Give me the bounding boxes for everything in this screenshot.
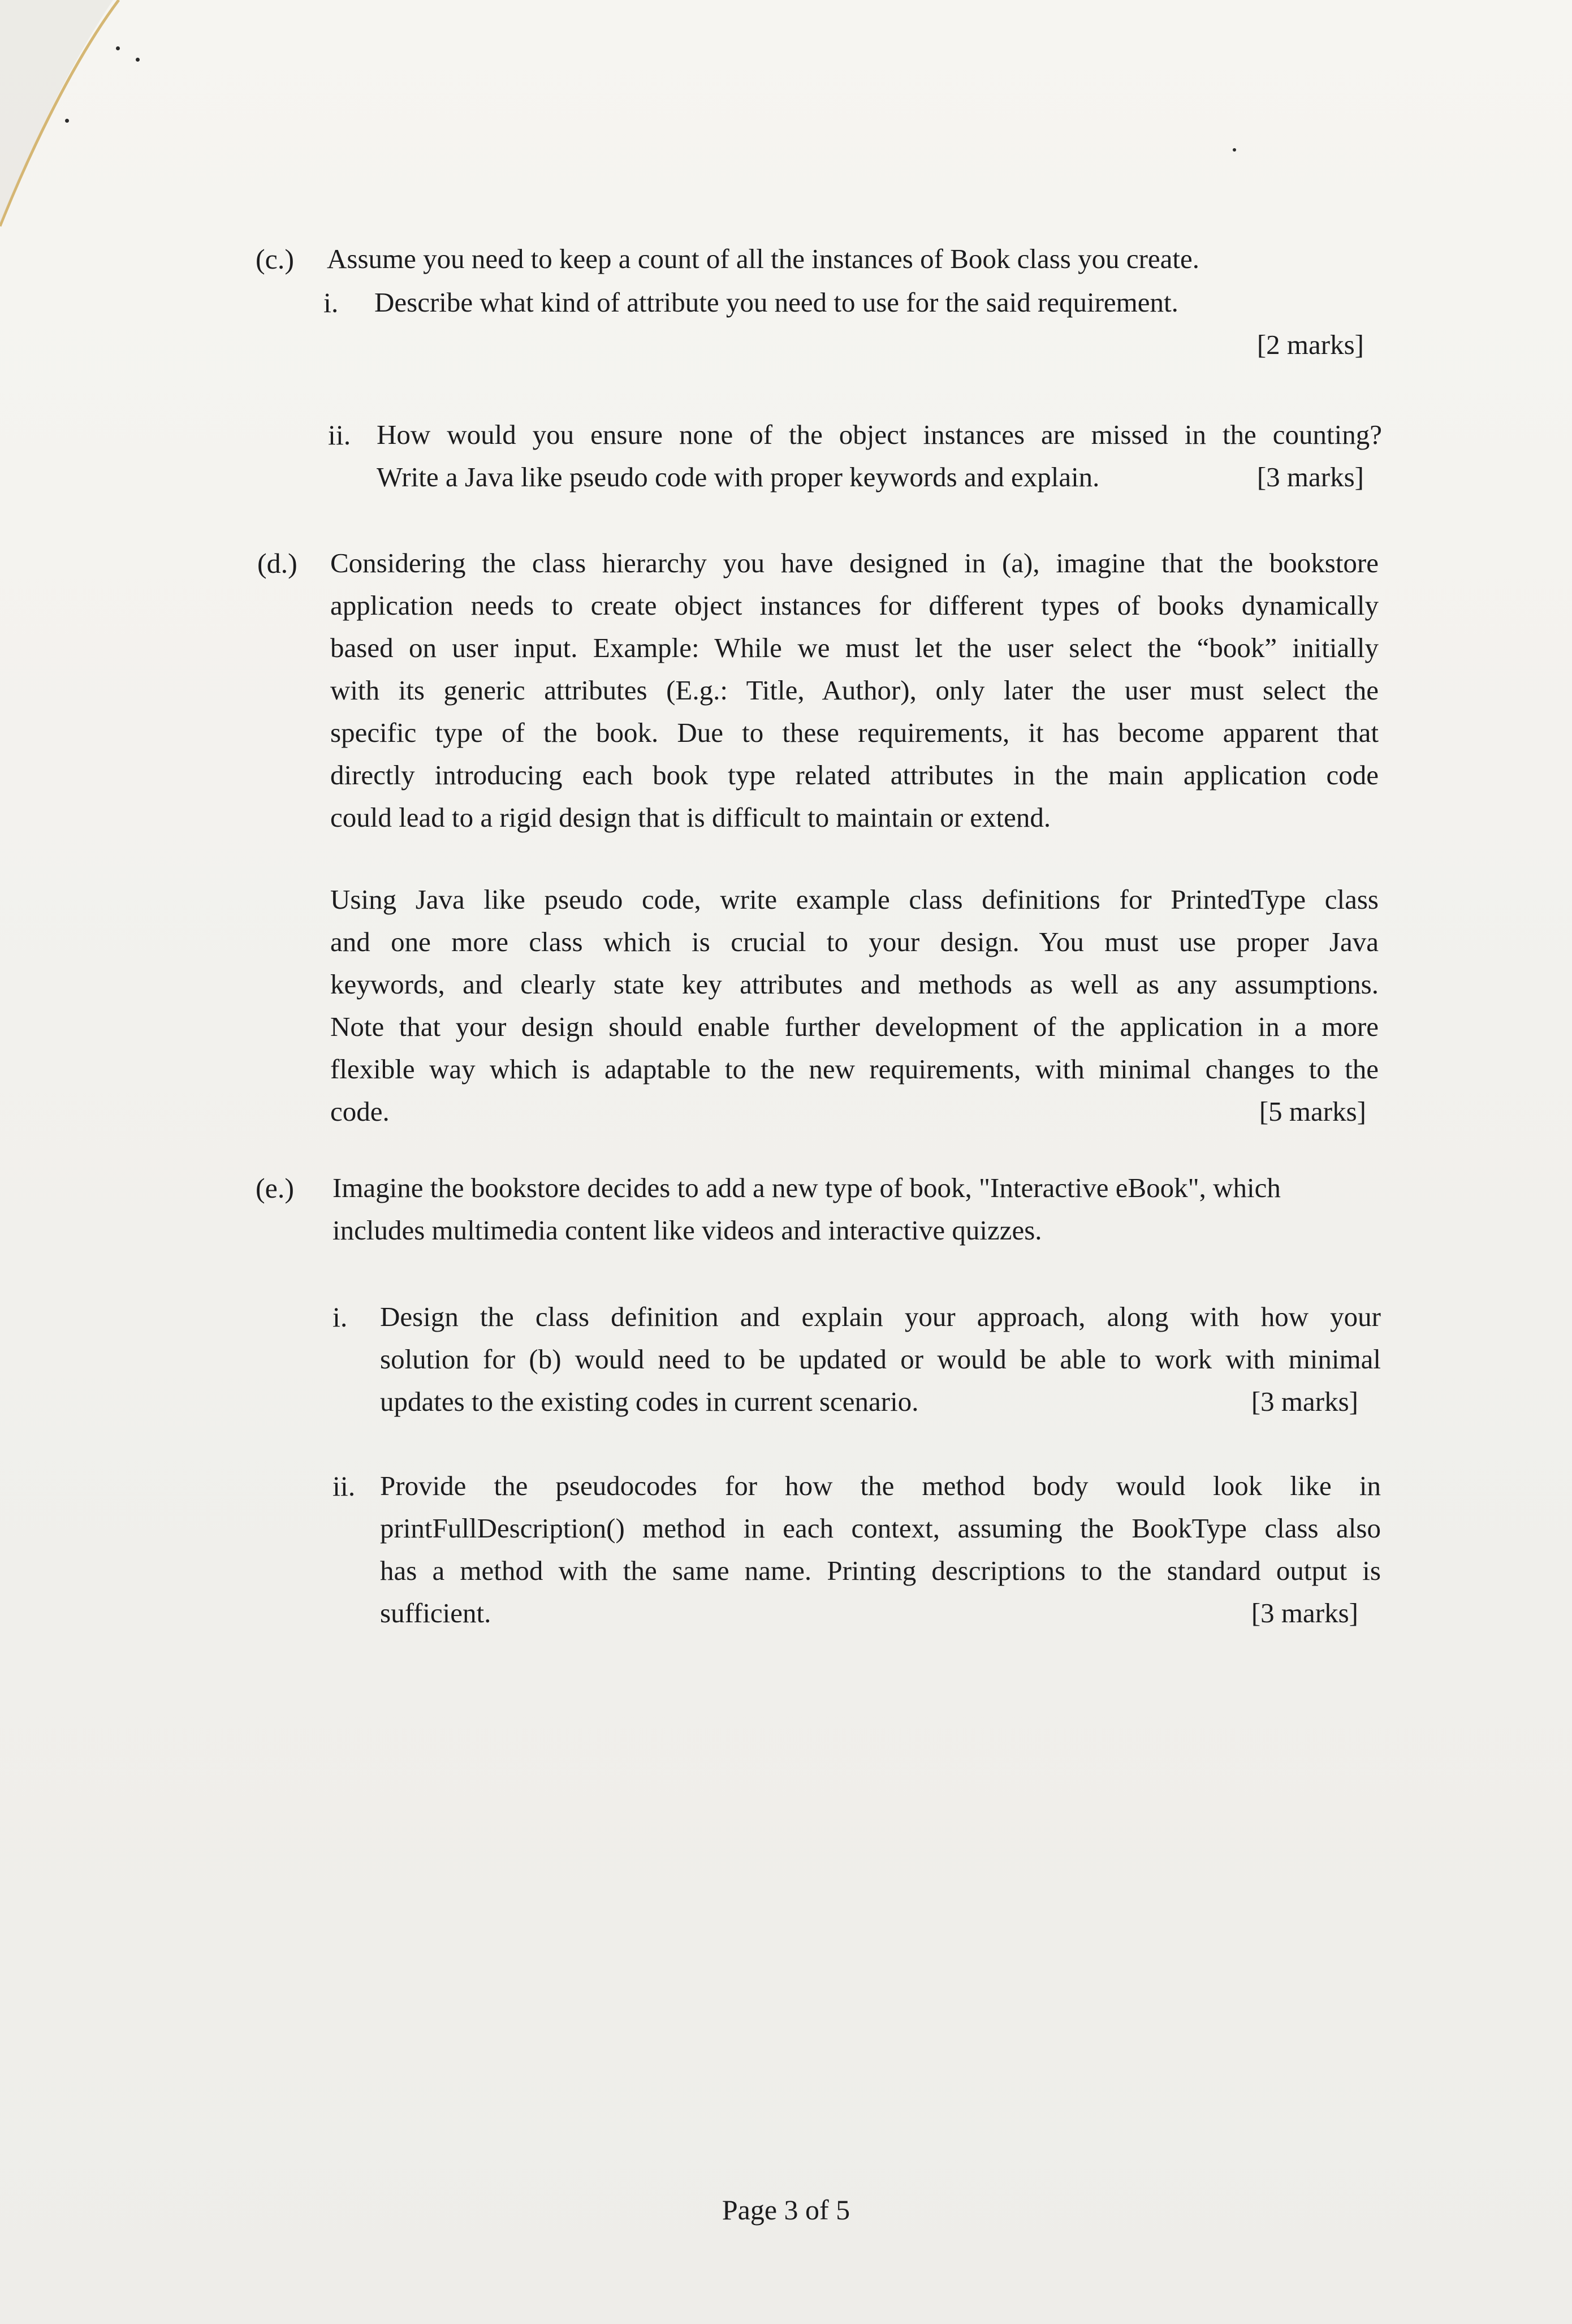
question-e-i-line: Design the class definition and explain your approach, along with how your [380, 1301, 1381, 1332]
scan-speck [116, 46, 120, 50]
question-e-prompt: includes multimedia content like videos and interactive quizzes. [332, 1215, 1042, 1246]
question-d-line: Note that your design should enable further development of the application in a more [330, 1011, 1379, 1042]
question-e-ii-line: Provide the pseudocodes for how the method body would look like in [380, 1470, 1381, 1501]
question-c-ii-label: ii. [328, 419, 351, 451]
question-c-i-marks: [2 marks] [1256, 329, 1364, 360]
question-d-line: based on user input. Example: While we must let the user select the “book” initially [330, 632, 1379, 663]
question-c-ii-marks: [3 marks] [1256, 461, 1364, 493]
question-d-marks: [5 marks] [1259, 1096, 1366, 1127]
question-d-line: flexible way which is adaptable to the new requirements, with minimal changes to the [330, 1053, 1379, 1085]
scan-speck [65, 119, 69, 123]
question-e-i-line: solution for (b) would need to be updated or would be able to work with minimal [380, 1344, 1381, 1375]
page-number: Page 3 of 5 [722, 2194, 850, 2226]
question-e-ii-line: printFullDescription() method in each context, assuming the BookType class also [380, 1513, 1381, 1544]
question-d-line: application needs to create object instances for different types of books dynamically [330, 590, 1379, 621]
question-e-i-marks: [3 marks] [1251, 1386, 1358, 1417]
question-c-ii-line: How would you ensure none of the object instances are missed in the counting? [377, 419, 1382, 450]
question-d-line: and one more class which is crucial to your design. You must use proper Java [330, 926, 1379, 957]
question-d-line: could lead to a rigid design that is difficult to maintain or extend. [330, 802, 1051, 833]
scan-speck [1233, 148, 1236, 152]
question-c-label: (c.) [256, 243, 294, 275]
question-d-line: Using Java like pseudo code, write example class definitions for PrintedType class [330, 884, 1379, 915]
question-d-label: (d.) [257, 547, 297, 579]
question-e-label: (e.) [256, 1172, 294, 1204]
scan-speck [136, 58, 140, 62]
question-d-line: Considering the class hierarchy you have designed in (a), imagine that the bookstore [330, 547, 1379, 578]
question-c-i-text: Describe what kind of attribute you need to use for the said requirement. [374, 287, 1178, 318]
question-e-i-label: i. [332, 1301, 348, 1333]
question-e-ii-label: ii. [332, 1470, 356, 1502]
question-c-i-label: i. [323, 287, 339, 318]
question-c-prompt: Assume you need to keep a count of all the instances of Book class you create. [327, 243, 1200, 274]
question-e-prompt: Imagine the bookstore decides to add a new type of book, "Interactive eBook", which [332, 1172, 1281, 1203]
question-d-line: code. [330, 1096, 390, 1127]
question-e-ii-line: has a method with the same name. Printing descriptions to the standard output is [380, 1555, 1381, 1586]
question-d-line: directly introducing each book type related attributes in the main application code [330, 759, 1379, 790]
question-d-line: with its generic attributes (E.g.: Title, Author), only later the user must select the [330, 675, 1379, 706]
question-c-ii-line: Write a Java like pseudo code with proper keywords and explain. [377, 461, 1100, 493]
page-corner-fold [0, 0, 147, 237]
question-d-line: keywords, and clearly state key attributes and methods as well as any assumptions. [330, 969, 1379, 1000]
question-e-ii-marks: [3 marks] [1251, 1597, 1358, 1628]
question-e-i-line: updates to the existing codes in current scenario. [380, 1386, 919, 1417]
question-e-ii-line: sufficient. [380, 1597, 491, 1628]
question-d-line: specific type of the book. Due to these requirements, it has become apparent that [330, 717, 1379, 748]
